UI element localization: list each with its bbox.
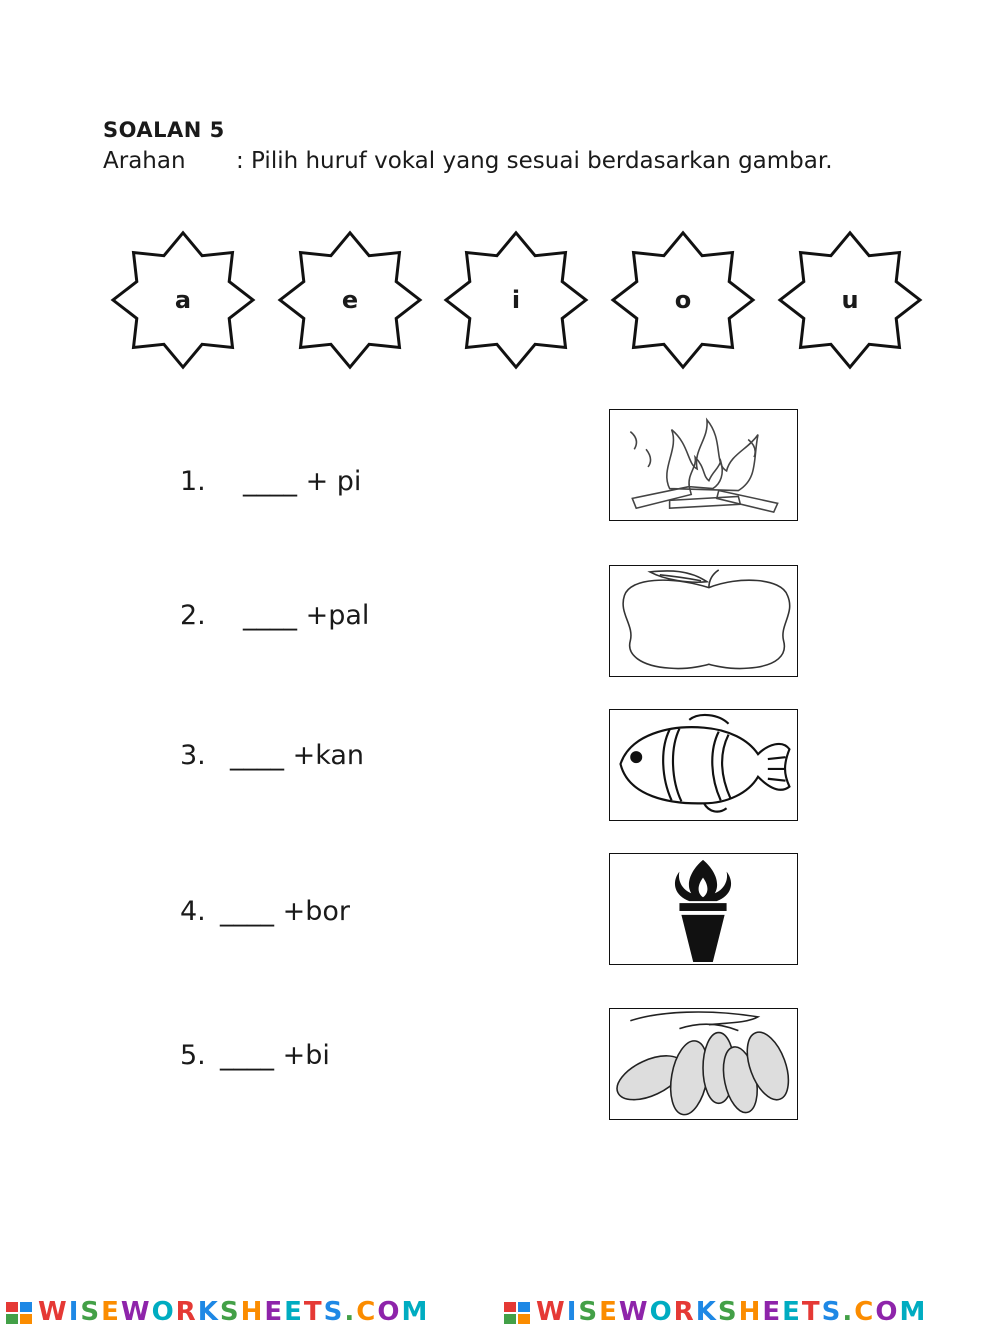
vowel-star-i[interactable] xyxy=(441,230,591,370)
sweet-potato-picture xyxy=(609,1008,798,1120)
vowel-label: a xyxy=(174,286,192,314)
question-blank-text[interactable]: ____ + pi xyxy=(243,466,362,497)
torch-picture xyxy=(609,853,798,965)
vowel-label: u xyxy=(841,286,859,314)
watermark-text: WISEWORKSHEETS.COM xyxy=(536,1297,928,1327)
vowel-label: e xyxy=(341,286,359,314)
vowel-label: i xyxy=(511,286,521,314)
page-title: SOALAN 5 xyxy=(103,118,225,142)
instruction xyxy=(103,148,833,174)
watermark-logo-icon xyxy=(504,1302,532,1326)
watermark-text: WISEWORKSHEETS.COM xyxy=(38,1297,430,1327)
question-number: 3. xyxy=(180,740,206,771)
question-number: 1. xyxy=(180,466,206,497)
vowel-star-u[interactable] xyxy=(775,230,925,370)
question-number: 2. xyxy=(180,600,206,631)
apple-picture xyxy=(609,565,798,677)
footer-watermark xyxy=(0,1294,1000,1332)
question-blank-text[interactable]: ____ +bi xyxy=(220,1040,330,1071)
question-blank-text[interactable]: ____ +bor xyxy=(220,896,350,927)
vowel-label: o xyxy=(674,286,692,314)
question-blank-text[interactable]: ____ +kan xyxy=(230,740,365,771)
question-blank-text[interactable]: ____ +pal xyxy=(243,600,370,631)
instruction-label: Arahan xyxy=(103,148,186,174)
campfire-picture xyxy=(609,409,798,521)
question-number: 4. xyxy=(180,896,206,927)
instruction-text: : Pilih huruf vokal yang sesuai berdasarkan gambar. xyxy=(236,148,833,174)
vowel-star-a[interactable] xyxy=(108,230,258,370)
watermark-logo-icon xyxy=(6,1302,34,1326)
question-number: 5. xyxy=(180,1040,206,1071)
fish-picture xyxy=(609,709,798,821)
vowel-star-o[interactable] xyxy=(608,230,758,370)
vowel-star-e[interactable] xyxy=(275,230,425,370)
